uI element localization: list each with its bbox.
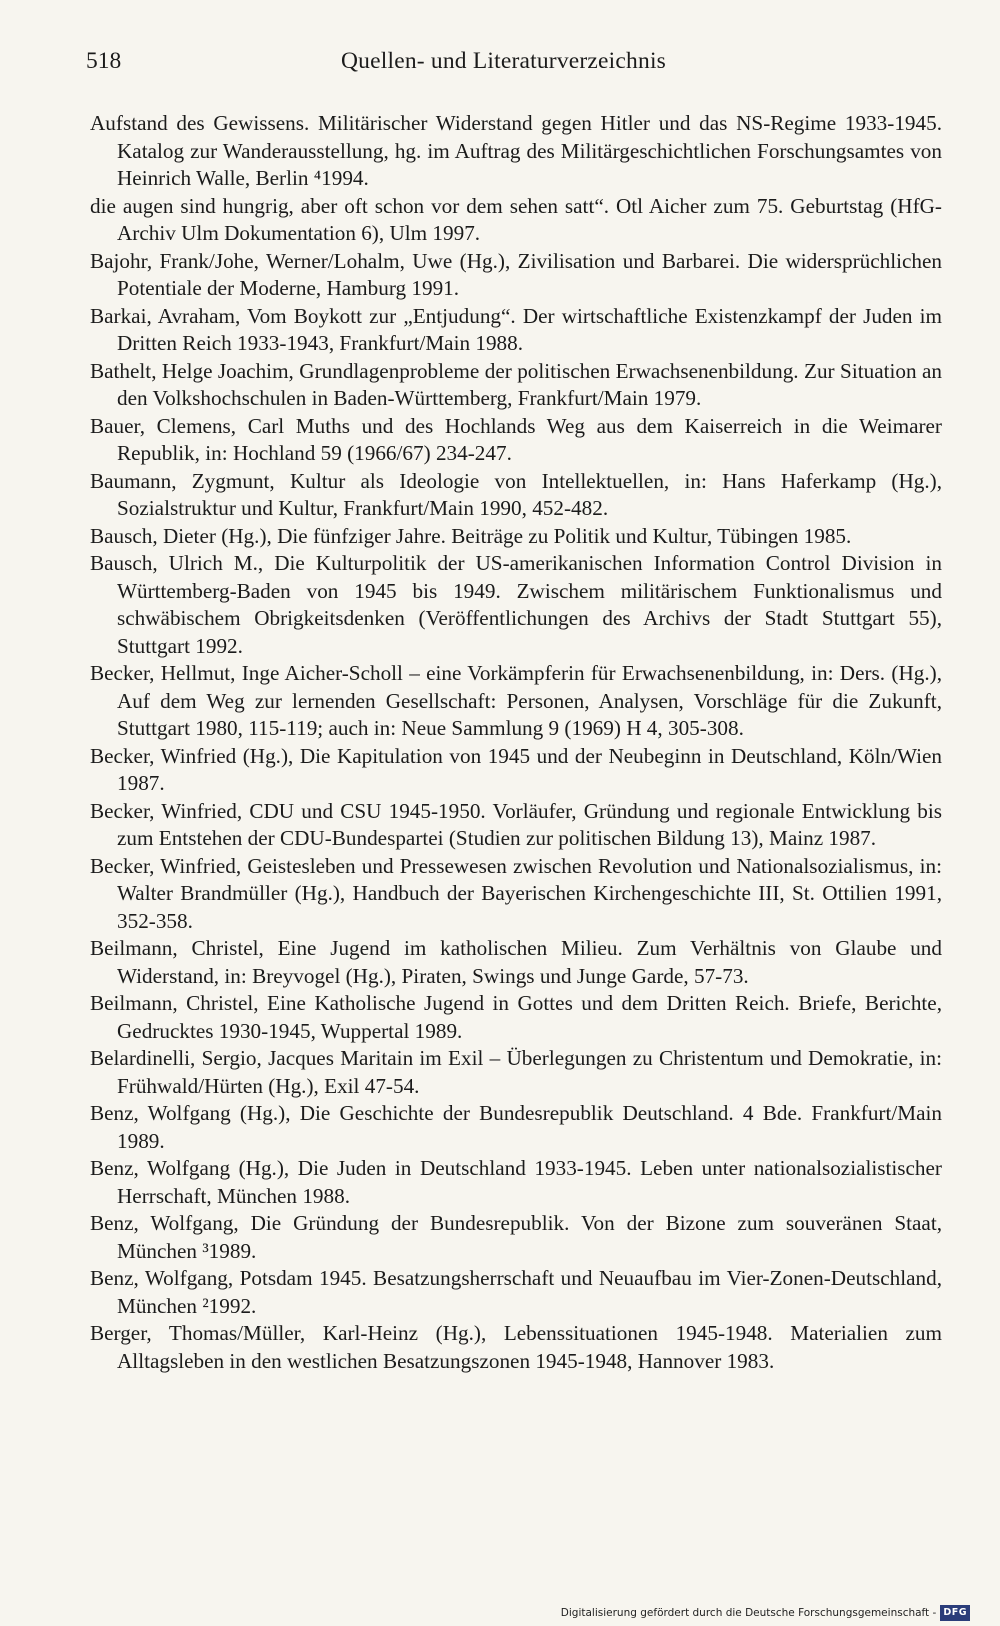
page-header bbox=[86, 44, 941, 78]
bibliography-entry: Bausch, Dieter (Hg.), Die fünfziger Jahre. Beiträge zu Politik und Kultur, Tübingen 1985. bbox=[90, 523, 852, 548]
bibliography-entry: Benz, Wolfgang, Die Gründung der Bundesrepublik. Von der Bizone zum souveränen Staat, München ³1989. bbox=[90, 1211, 942, 1263]
bibliography-entry: Beilmann, Christel, Eine Jugend im katholischen Milieu. Zum Verhältnis von Glaube und Widerstand, in: Breyvogel (Hg.), Piraten, Swings und Junge Garde, 57-73. bbox=[90, 936, 942, 988]
bibliography-entry: Benz, Wolfgang (Hg.), Die Geschichte der Bundesrepublik Deutschland. 4 Bde. Frankfurt/Main 1989. bbox=[90, 1101, 942, 1153]
running-title: Quellen- und Literaturverzeichnis bbox=[341, 48, 667, 74]
bibliography-entry: Belardinelli, Sergio, Jacques Maritain im Exil – Überlegungen zu Christentum und Demokratie, in: Frühwald/Hürten (Hg.), Exil 47-54. bbox=[90, 1046, 942, 1098]
bibliography-entry: Bathelt, Helge Joachim, Grundlagenprobleme der politischen Erwachsenenbildung. Zur Situation an den Volkshochschulen in Baden-Württemberg, Frankfurt/Main 1979. bbox=[90, 358, 942, 410]
bibliography-entry: Aufstand des Gewissens. Militärischer Widerstand gegen Hitler und das NS-Regime 1933-1945. Katalog zur Wanderausstellung, hg. im Auftrag des Militärgeschichtlichen Forschungsamtes von Heinrich Walle, Berlin ⁴1994. bbox=[90, 111, 942, 190]
bibliography-entry: die augen sind hungrig, aber oft schon vor dem sehen satt“. Otl Aicher zum 75. Geburtstag (HfG-Archiv Ulm Dokumentation 6), Ulm 1997. bbox=[90, 193, 942, 245]
bibliography-entry: Bausch, Ulrich M., Die Kulturpolitik der US-amerikanischen Information Control Division in Württemberg-Baden von 1945 bis 1949. Zwischem militärischem Funktionalismus und schwäbischem Obrigkeitsdenken (Veröffentlichungen des Archivs der Stadt Stuttgart 55), Stuttgart 1992. bbox=[90, 551, 942, 658]
bibliography-entry: Baumann, Zygmunt, Kultur als Ideologie von Intellektuellen, in: Hans Haferkamp (Hg.), Sozialstruktur und Kultur, Frankfurt/Main 1990, 452-482. bbox=[90, 468, 942, 520]
bibliography-entry: Becker, Winfried, CDU und CSU 1945-1950. Vorläufer, Gründung und regionale Entwicklung bis zum Entstehen der CDU-Bundespartei (Studien zur politischen Bildung 13), Mainz 1987. bbox=[90, 798, 942, 850]
bibliography-entry: Becker, Winfried (Hg.), Die Kapitulation von 1945 und der Neubeginn in Deutschland, Köln/Wien 1987. bbox=[90, 743, 942, 795]
digitization-note bbox=[561, 1605, 970, 1621]
bibliography-entry: Benz, Wolfgang, Potsdam 1945. Besatzungsherrschaft und Neuaufbau im Vier-Zonen-Deutschland, München ²1992. bbox=[90, 1266, 942, 1318]
bibliography-entry: Bajohr, Frank/Johe, Werner/Lohalm, Uwe (Hg.), Zivilisation und Barbarei. Die widersprüchlichen Potentiale der Moderne, Hamburg 1991. bbox=[90, 248, 942, 300]
bibliography-entry: Barkai, Avraham, Vom Boykott zur „Entjudung“. Der wirtschaftliche Existenzkampf der Juden im Dritten Reich 1933-1943, Frankfurt/Main 1988. bbox=[90, 303, 942, 355]
bibliography-entry: Becker, Hellmut, Inge Aicher-Scholl – eine Vorkämpferin für Erwachsenenbildung, in: Ders. (Hg.), Auf dem Weg zur lernenden Gesellschaft: Personen, Analysen, Vorschläge für die Zukunft, Stuttgart 1980, 115-119; auch in: Neue Sammlung 9 (1969) H 4, 305-308. bbox=[90, 661, 942, 740]
bibliography-list bbox=[90, 110, 942, 1375]
bibliography-entry: Beilmann, Christel, Eine Katholische Jugend in Gottes und dem Dritten Reich. Briefe, Berichte, Gedrucktes 1930-1945, Wuppertal 1989. bbox=[90, 991, 942, 1043]
digitization-text: Digitalisierung gefördert durch die Deutsche Forschungsgemeinschaft - bbox=[560, 1607, 937, 1619]
dfg-logo: DFG bbox=[940, 1605, 970, 1621]
bibliography-entry: Berger, Thomas/Müller, Karl-Heinz (Hg.), Lebenssituationen 1945-1948. Materialien zum Alltagsleben in den westlichen Besatzungszonen 1945-1948, Hannover 1983. bbox=[90, 1321, 942, 1373]
bibliography-entry: Becker, Winfried, Geistesleben und Pressewesen zwischen Revolution und Nationalsozialismus, in: Walter Brandmüller (Hg.), Handbuch der Bayerischen Kirchengeschichte III, St. Ottilien 1991, 352-358. bbox=[90, 853, 942, 933]
bibliography-entry: Bauer, Clemens, Carl Muths und des Hochlands Weg aus dem Kaiserreich in die Weimarer Republik, in: Hochland 59 (1966/67) 234-247. bbox=[90, 413, 942, 465]
bibliography-entry: Benz, Wolfgang (Hg.), Die Juden in Deutschland 1933-1945. Leben unter nationalsozialistischer Herrschaft, München 1988. bbox=[90, 1156, 942, 1208]
page-number: 518 bbox=[86, 48, 122, 74]
